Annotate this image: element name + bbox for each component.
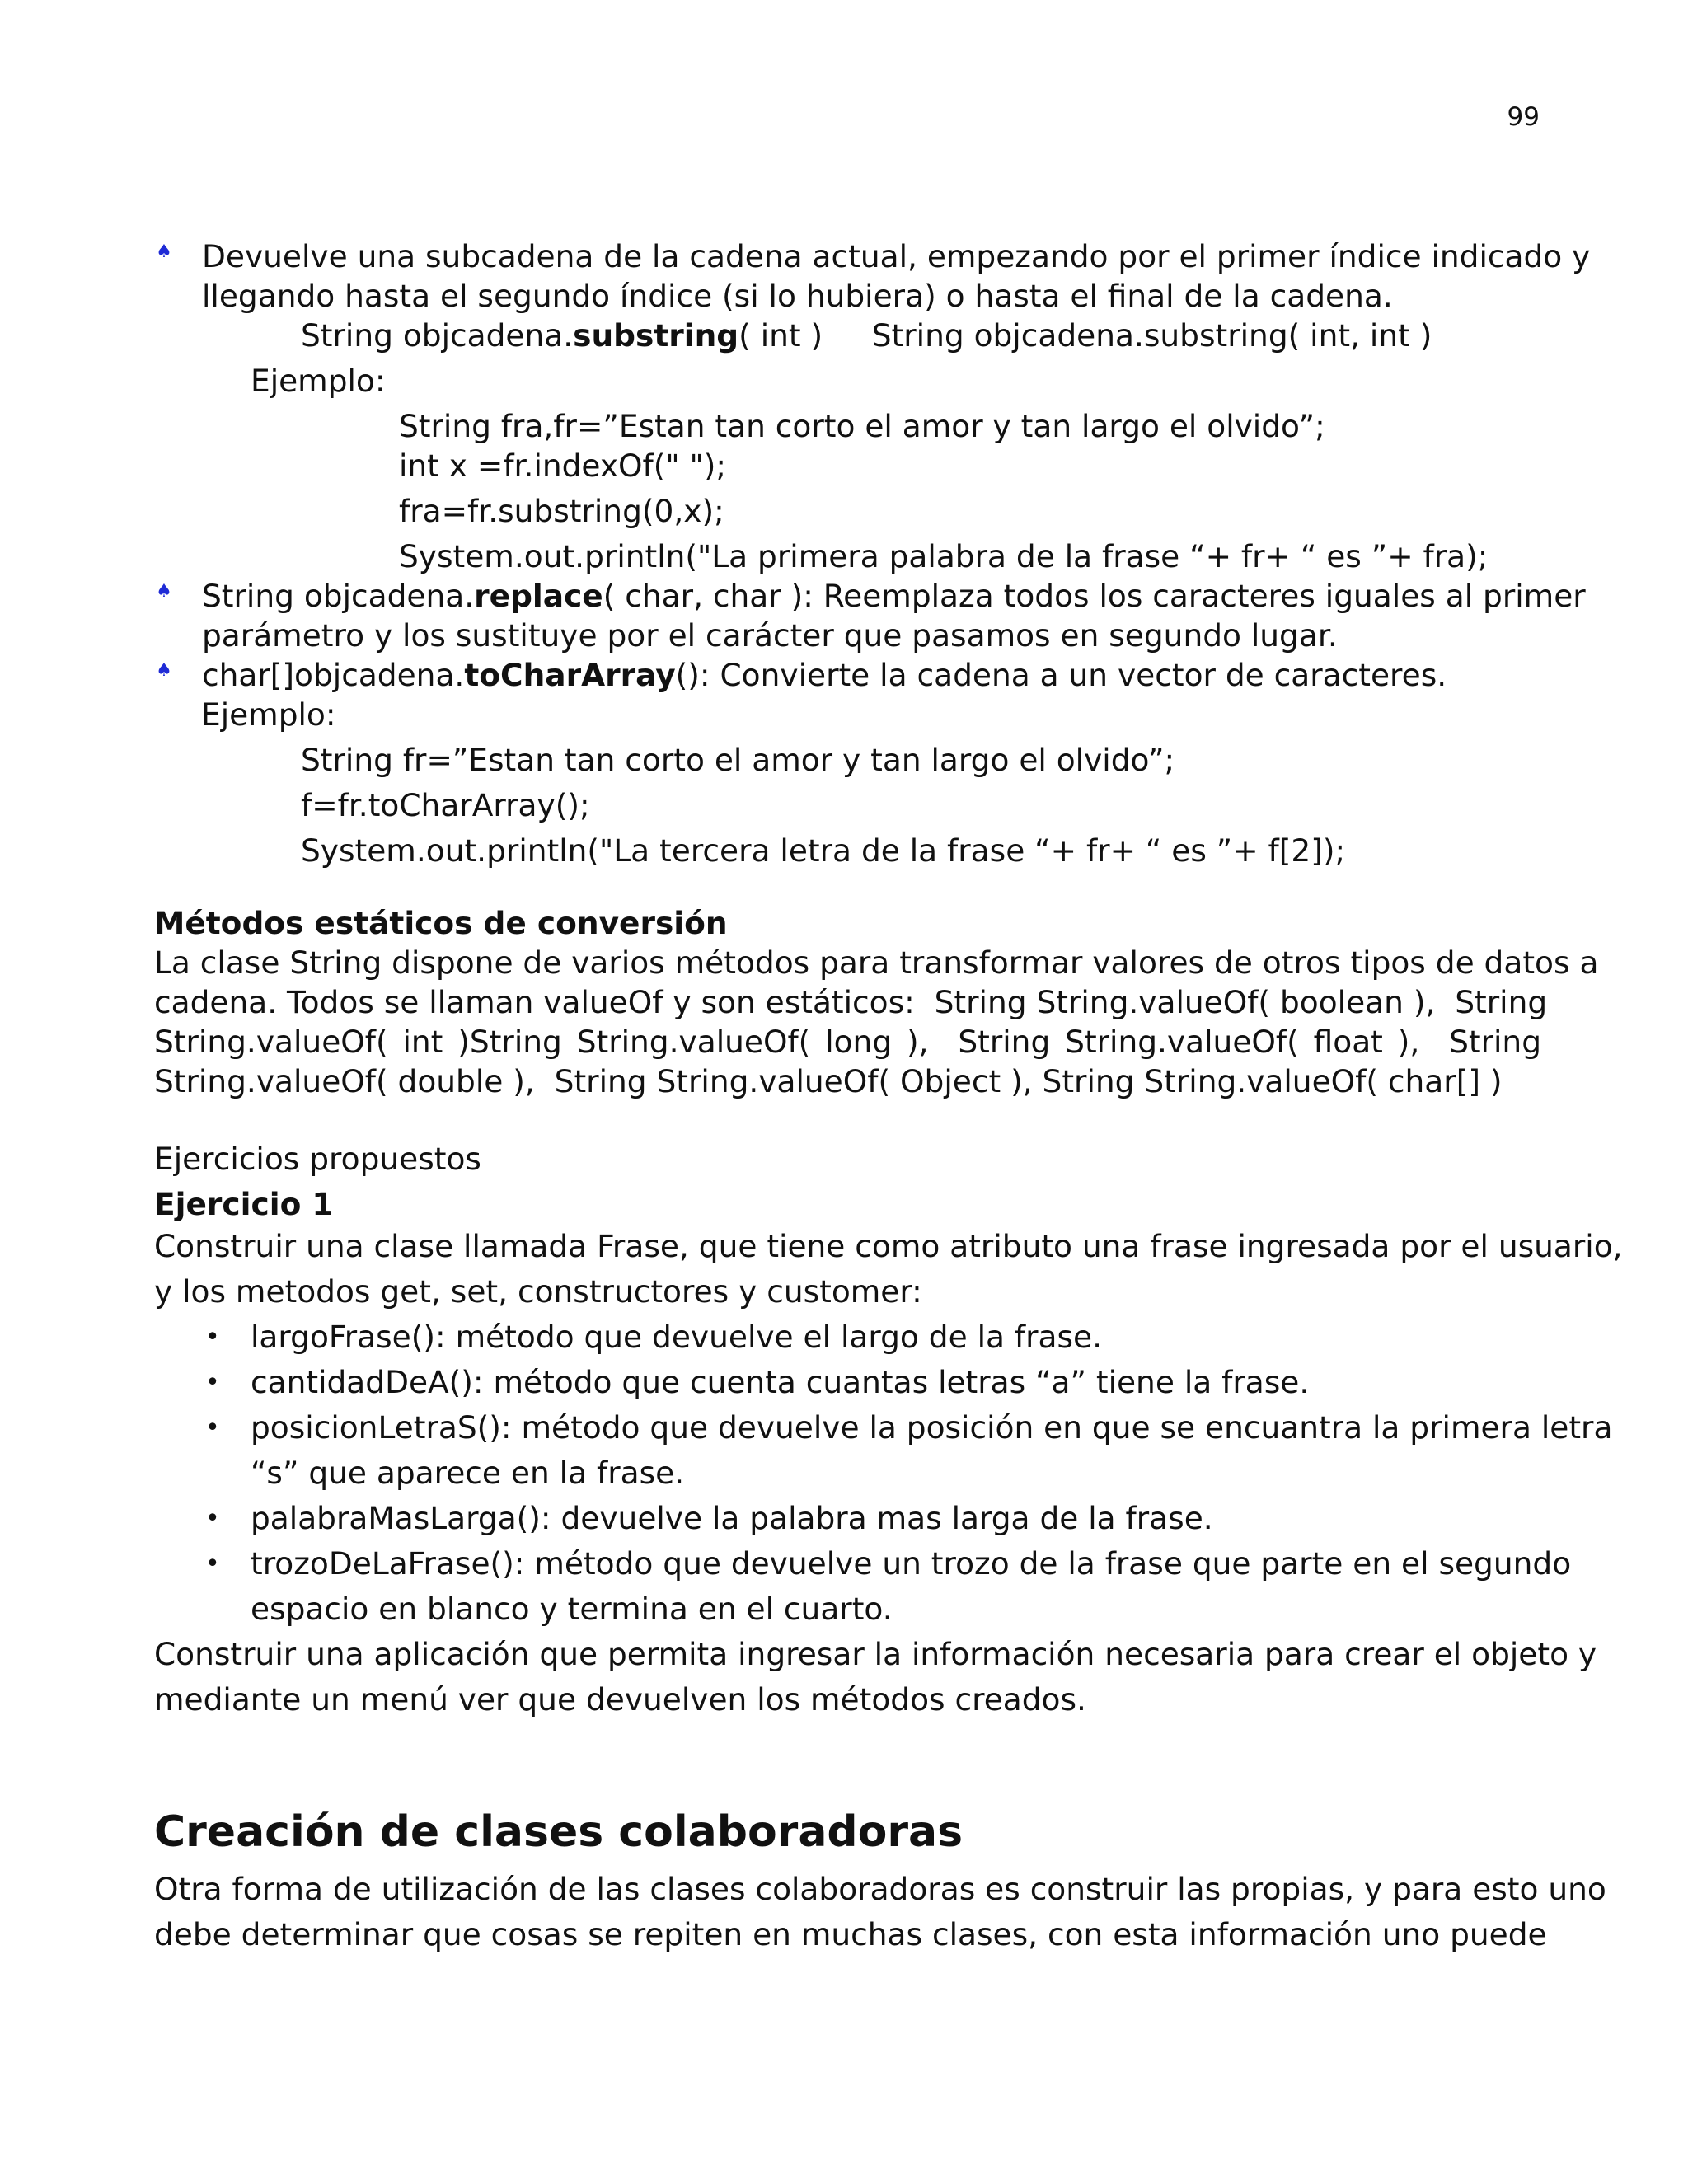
conversion-line: String.valueOf( int )String String.valueOf( long ), String String.valueOf( float ), String [154,1024,1541,1060]
tochararray-code-line: System.out.println("La tercera letra de la frase “+ fr+ “ es ”+ f[2]); [301,832,1346,869]
exercise-intro-line: Construir una clase llamada Frase, que tiene como atributo una frase ingresada por el usuario, [154,1228,1623,1264]
list-item [154,1315,1541,1360]
substring-code-line: fra=fr.substring(0,x); [399,493,724,529]
list-item-line: posicionLetraS(): método que devuelve la posición en que se encuantra la primera letra [251,1409,1613,1446]
page-number: 99 [1507,102,1540,132]
substring-code-line: System.out.println("La primera palabra de la frase “+ fr+ “ es ”+ fra); [399,538,1489,574]
replace-line2: parámetro y los sustituye por el carácter que pasamos en segundo lugar. [202,617,1338,654]
spade-bullet-icon: ♠ [156,660,172,681]
substring-desc-line2: llegando hasta el segundo índice (si lo hubiera) o hasta el final de la cadena. [202,278,1393,314]
tochararray-rest: (): Convierte la cadena a un vector de caracteres. [675,657,1447,693]
list-item-line: espacio en blanco y termina en el cuarto. [251,1591,893,1627]
section-line: Otra forma de utilización de las clases colaboradoras es construir las propias, y para esto uno [154,1871,1606,1907]
bullet-replace [154,576,1586,655]
dot-bullet-icon: • [205,1368,220,1397]
list-item-line: “s” que aparece en la frase. [251,1455,685,1491]
tochararray-method: toCharArray [464,657,676,693]
dot-bullet-icon: • [205,1413,220,1442]
dot-bullet-icon: • [205,1549,220,1578]
list-item [154,1496,1541,1541]
spade-bullet-icon: ♠ [156,581,172,602]
dot-bullet-icon: • [205,1504,220,1533]
page-content [154,237,1623,1957]
section-heading: Creación de clases colaboradoras [154,1807,964,1857]
replace-method: replace [474,578,603,614]
substring-sig-suffix: ( int ) String objcadena.substring( int, int ) [738,317,1432,354]
replace-line1 [202,576,1586,616]
substring-code-line: int x =fr.indexOf(" "); [399,448,727,484]
tochararray-prefix: char[]objcadena. [202,657,465,693]
conversion-line: La clase String dispone de varios métodos para transformar valores de otros tipos de datos a [154,944,1599,981]
list-item-line: cantidadDeA(): método que cuenta cuantas letras “a” tiene la frase. [251,1364,1310,1400]
list-item-line: largoFrase(): método que devuelve el largo de la frase. [251,1319,1103,1355]
substring-sig-method: substring [573,317,739,354]
replace-rest: ( char, char ): Reemplaza todos los caracteres iguales al primer [603,578,1586,614]
list-item-line: trozoDeLaFrase(): método que devuelve un trozo de la frase que parte en el segundo [251,1545,1572,1582]
bullet-tochararray [154,655,1541,695]
tochararray-example-label: Ejemplo: [201,696,336,733]
list-item [154,1405,1613,1496]
tochararray-code-line: f=fr.toCharArray(); [301,787,590,823]
replace-prefix: String objcadena. [202,578,475,614]
list-item-line: palabraMasLarga(): devuelve la palabra mas larga de la frase. [251,1500,1213,1536]
conversion-line: cadena. Todos se llaman valueOf y son estáticos: String String.valueOf( boolean ), String [154,984,1548,1020]
tochararray-line [202,655,1541,695]
list-item [154,1360,1541,1405]
dot-bullet-icon: • [205,1323,220,1352]
exercise-body [154,1224,1623,1722]
substring-example-label: Ejemplo: [251,363,386,399]
tochararray-code-line: String fr=”Estan tan corto el amor y tan largo el olvido”; [301,742,1175,778]
exercises-label: Ejercicios propuestos [154,1141,481,1177]
substring-desc-line1: Devuelve una subcadena de la cadena actual, empezando por el primer índice indicado y [202,238,1591,274]
section-line: debe determinar que cosas se repiten en muchas clases, con esta información uno puede [154,1916,1547,1952]
exercise-title: Ejercicio 1 [154,1186,334,1222]
exercise-outro-line: mediante un menú ver que devuelven los métodos creados. [154,1681,1086,1718]
exercise-intro-line: y los metodos get, set, constructores y customer: [154,1273,922,1310]
substring-sig-prefix: String objcadena. [301,317,574,354]
list-item [154,1541,1572,1632]
conversion-title: Métodos estáticos de conversión [154,905,728,941]
substring-code-line: String fra,fr=”Estan tan corto el amor y tan largo el olvido”; [399,408,1325,444]
bullet-substring [154,237,1591,316]
section-body [154,1867,1606,1957]
spade-bullet-icon: ♠ [156,241,172,262]
conversion-line: String.valueOf( double ), String String.valueOf( Object ), String String.valueOf( char[] ) [154,1063,1503,1099]
exercise-outro-line: Construir una aplicación que permita ingresar la información necesaria para crear el objeto y [154,1636,1597,1672]
substring-signature [154,316,1541,355]
